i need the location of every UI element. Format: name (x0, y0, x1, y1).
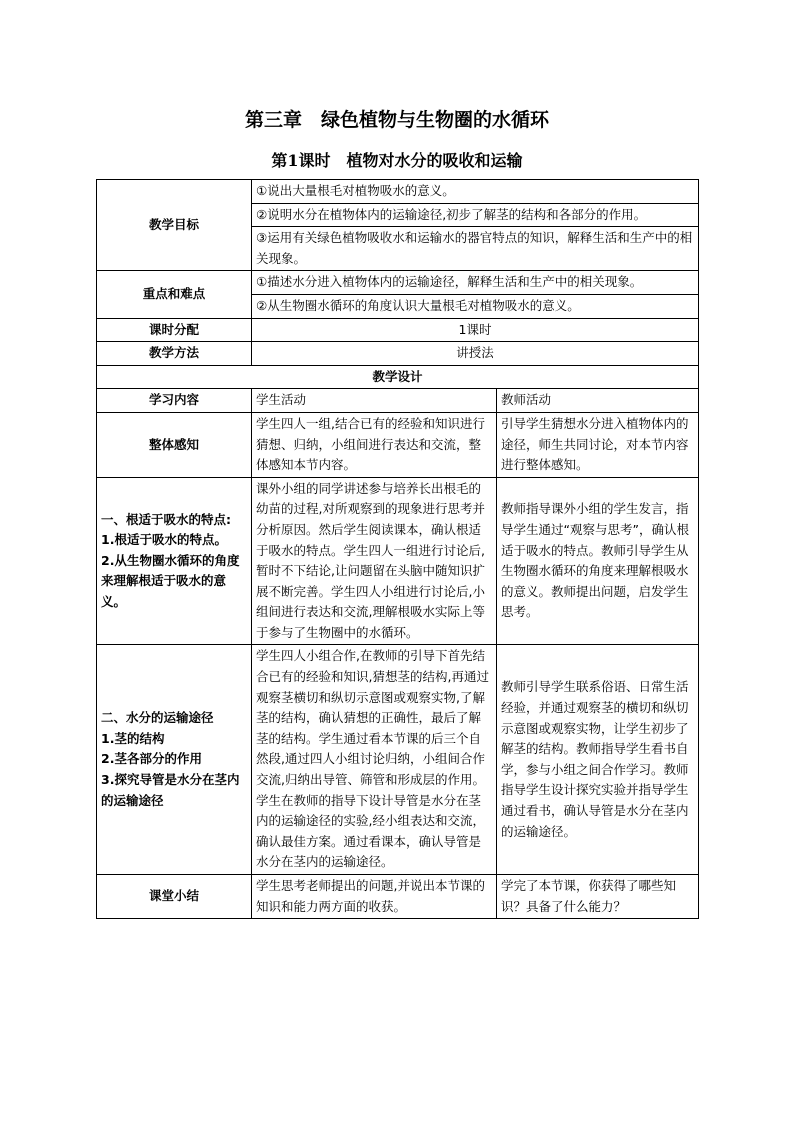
lesson-title: 第1课时 植物对水分的吸收和运输 (271, 151, 523, 170)
row-teacher-activity: 学完了本节课，你获得了哪些知识？具备了什么能力？ (497, 875, 699, 919)
row-student-activity: 课外小组的同学讲述参与培养长出根毛的幼苗的过程,对所观察到的现象进行思考并分析原因。然后学生阅读课本，确认根适于吸水的特点。学生四人一组进行讨论后,暂时不下结论,让问题留在头脑中随知识扩展不断完善。学生四人小组进行讨论后,小组间进行表达和交流,理解根吸水实际上等于参与了生物圈中的水循环。 (252, 477, 497, 645)
goal-item: ②说明水分在植物体内的运输途径,初步了解茎的结构和各部分的作用。 (252, 203, 699, 227)
hours-row (97, 318, 699, 342)
row-content-line: 1.根适于吸水的特点。 (101, 532, 227, 548)
row-student-activity: 学生思考老师提出的问题,并说出本节课的知识和能力两方面的收获。 (252, 875, 497, 919)
method-value: 讲授法 (252, 342, 699, 366)
row-content-line: 1.茎的结构 (101, 730, 165, 746)
design-header-row (97, 365, 699, 389)
key-points-row (97, 271, 699, 295)
row-content-line: 2.茎各部分的作用 (101, 751, 202, 767)
row-content-line: 2.从生物圈水循环的角度来理解根适于吸水的意义。 (101, 552, 240, 609)
row-teacher-activity: 教师引导学生联系俗语、日常生活经验，并通过观察茎的横切和纵切示意图或观察实物，让学生初步了解茎的结构。教师指导学生看书自学，参与小组之间合作学习。教师指导学生设计探究实验并指导学生通过看书，确认导管是水分在茎内的运输途径。 (497, 645, 699, 875)
lesson-plan-table (96, 179, 699, 919)
table-row (97, 477, 699, 645)
chapter-title: 第三章 绿色植物与生物圈的水循环 (244, 109, 549, 131)
column-header-teacher: 教师活动 (497, 389, 699, 413)
row-content (97, 645, 252, 875)
method-label: 教学方法 (97, 342, 252, 366)
column-header-content: 学习内容 (97, 389, 252, 413)
key-point-item: ①描述水分进入植物体内的运输途径，解释生活和生产中的相关现象。 (252, 271, 699, 295)
row-content-line: 一、根适于吸水的特点: (101, 511, 231, 527)
row-content: 整体感知 (97, 412, 252, 477)
row-student-activity: 学生四人小组合作,在教师的引导下首先结合已有的经验和知识,猜想茎的结构,再通过观察茎横切和纵切示意图或观察实物,了解茎的结构，确认猜想的正确性，最后了解茎的结构。学生通过看本节课的后三个自然段,通过四人小组讨论归纳，小组间合作交流,归纳出导管、筛管和形成层的作用。学生在教师的指导下设计导管是水分在茎内的运输途径的实验,经小组表达和交流，确认最佳方案。通过看课本，确认导管是水分在茎内的运输途径。 (252, 645, 497, 875)
goal-item: ③运用有关绿色植物吸收水和运输水的器官特点的知识，解释生活和生产中的相关现象。 (252, 227, 699, 271)
column-header-row (97, 389, 699, 413)
column-header-student: 学生活动 (252, 389, 497, 413)
row-teacher-activity: 教师指导课外小组的学生发言，指导学生通过“观察与思考”，确认根适于吸水的特点。教师引导学生从生物圈水循环的角度来理解根吸水的意义。教师提出问题，启发学生思考。 (497, 477, 699, 645)
goals-label: 教学目标 (97, 180, 252, 271)
goals-row (97, 180, 699, 204)
row-teacher-activity: 引导学生猜想水分进入植物体内的途径，师生共同讨论，对本节内容进行整体感知。 (497, 412, 699, 477)
table-row (97, 875, 699, 919)
table-row (97, 412, 699, 477)
design-header: 教学设计 (97, 365, 699, 389)
hours-value: 1课时 (252, 318, 699, 342)
key-point-item: ②从生物圈水循环的角度认识大量根毛对植物吸水的意义。 (252, 294, 699, 318)
method-row (97, 342, 699, 366)
table-row (97, 645, 699, 875)
row-content-line: 二、水分的运输途径 (101, 710, 214, 726)
row-content-line: 3.探究导管是水分在茎内的运输途径 (101, 772, 240, 808)
row-content: 课堂小结 (97, 875, 252, 919)
goal-item: ①说出大量根毛对植物吸水的意义。 (252, 180, 699, 204)
row-content (97, 477, 252, 645)
hours-label: 课时分配 (97, 318, 252, 342)
key-points-label: 重点和难点 (97, 271, 252, 318)
row-student-activity: 学生四人一组,结合已有的经验和知识进行猜想、归纳，小组间进行表达和交流，整体感知本节内容。 (252, 412, 497, 477)
